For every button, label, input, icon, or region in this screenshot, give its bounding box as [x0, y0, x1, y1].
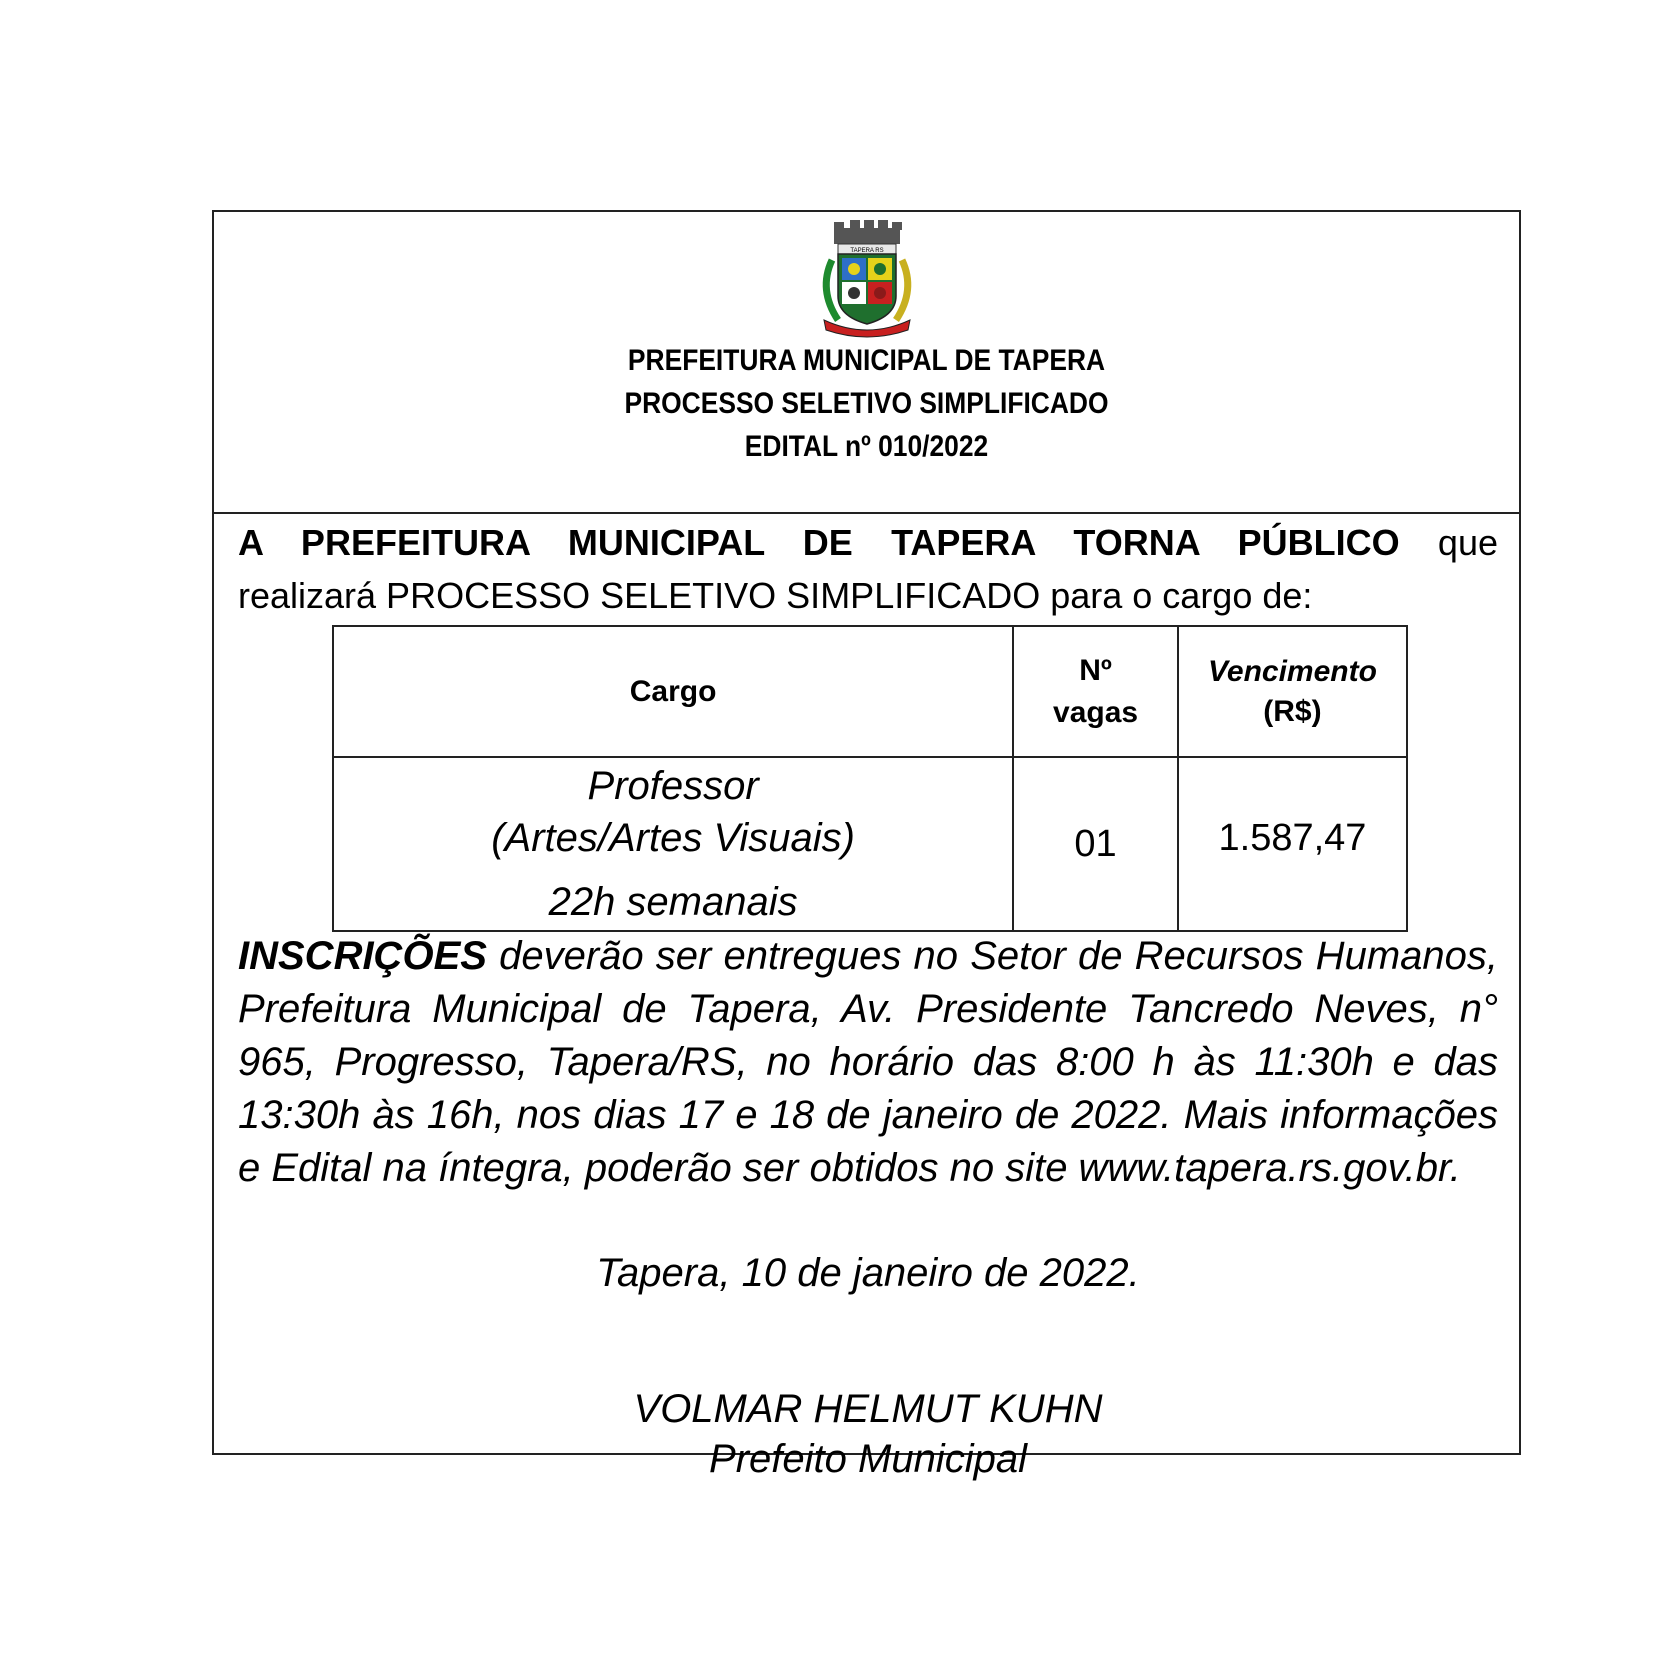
cell-cargo: [333, 757, 1013, 931]
cell-vagas: 01: [1013, 757, 1178, 931]
cargo-line-1: Professor: [587, 764, 759, 808]
cargos-table: [332, 625, 1408, 932]
svg-text:TAPERA RS: TAPERA RS: [850, 248, 884, 254]
inscricoes-text: deverão ser entregues no Setor de Recursos Humanos, Prefeitura Municipal de Tapera, Av. Presidente Tancredo Neves, n° 965, Progresso, Tapera/RS, no horário das 8:00 h às 11:30h e das 13:30h às 16h, nos dias 17 e 18 de janeiro de 2022. Mais informações e Edital na íntegra, poderão ser obtidos no site www.tapera.rs.gov.br.: [238, 934, 1498, 1190]
header-venc-l2: (R$): [1263, 694, 1322, 728]
header-line-2: PROCESSO SELETIVO SIMPLIFICADO: [624, 387, 1109, 420]
intro-rest: que: [1437, 522, 1498, 563]
intro-bold: A PREFEITURA MUNICIPAL DE TAPERA TORNA PÚBLICO: [238, 522, 1400, 563]
header-titles: [214, 339, 1519, 468]
tapera-coat-of-arms-icon: [804, 220, 930, 338]
signature-title: Prefeito Municipal: [709, 1437, 1027, 1481]
header-venc-l1: Vencimento: [1207, 654, 1377, 688]
header-cargo: Cargo: [333, 626, 1013, 757]
intro-paragraph: [238, 516, 1498, 622]
signature-name: VOLMAR HELMUT KUHN: [633, 1387, 1103, 1431]
cargo-line-2: (Artes/Artes Visuais): [491, 816, 855, 860]
header-line-1: PREFEITURA MUNICIPAL DE TAPERA: [627, 344, 1106, 377]
table-row: [333, 757, 1407, 931]
intro-line-1: [238, 516, 1498, 569]
header-vencimento: [1178, 626, 1407, 757]
intro-line-2: realizará PROCESSO SELETIVO SIMPLIFICADO para o cargo de:: [238, 575, 1313, 616]
edital-header: [214, 212, 1519, 514]
cargo-line-3: 22h semanais: [548, 880, 798, 924]
header-vagas-l1: Nº: [1079, 653, 1112, 687]
edital-body: [238, 514, 1498, 1481]
signature-block: [238, 1384, 1498, 1484]
header-line-3: EDITAL nº 010/2022: [744, 430, 989, 463]
edital-frame: [212, 210, 1521, 1481]
header-vagas-l2: vagas: [1053, 695, 1139, 729]
cell-vencimento: 1.587,47: [1178, 757, 1407, 931]
inscricoes-paragraph: [238, 930, 1498, 1195]
edital-date: Tapera, 10 de janeiro de 2022.: [596, 1251, 1140, 1295]
inscricoes-bold: INSCRIÇÕES: [238, 934, 487, 978]
table-header-row: [333, 626, 1407, 757]
header-vagas: [1013, 626, 1178, 757]
